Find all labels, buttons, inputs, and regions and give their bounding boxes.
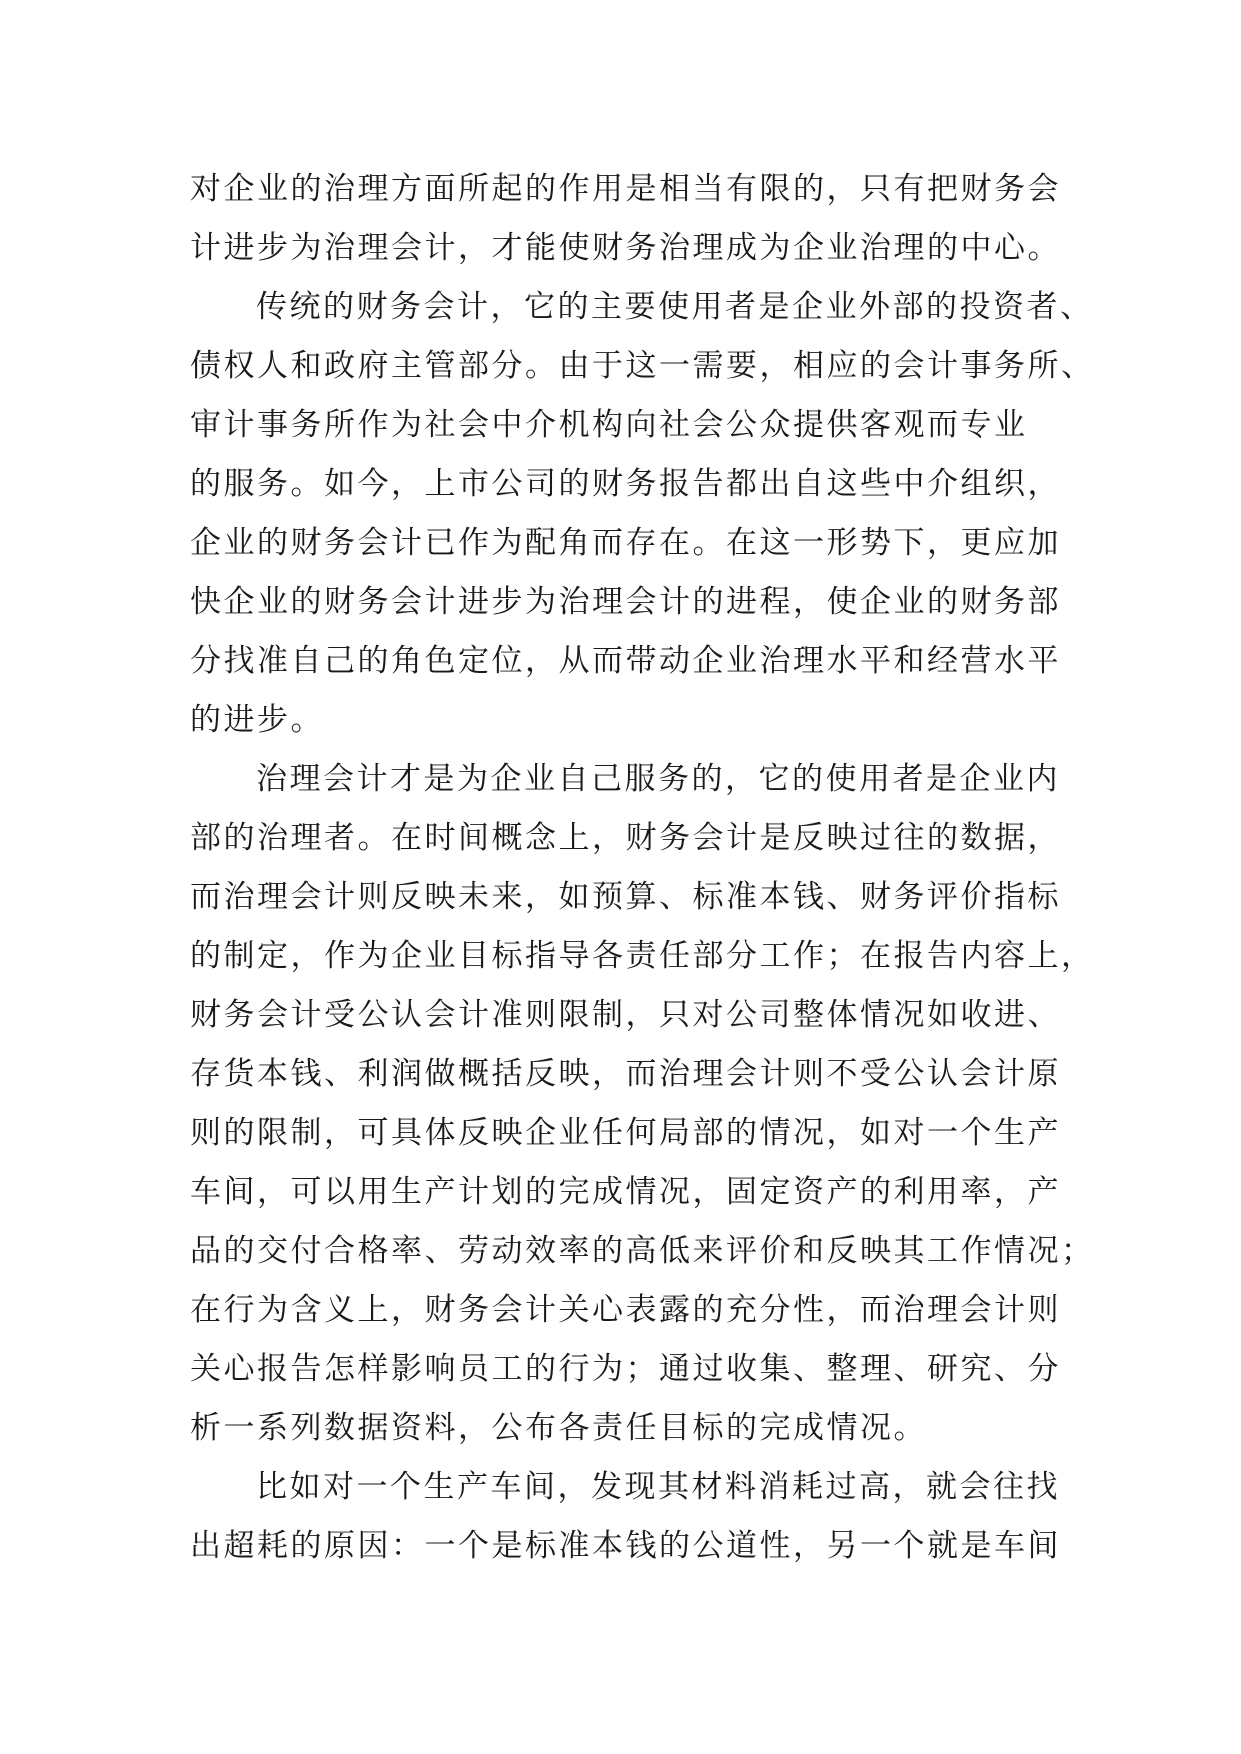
text-line: 传统的财务会计，它的主要使用者是企业外部的投资者、 xyxy=(256,289,1094,325)
text-line: 财务会计受公认会计准则限制，只对公司整体情况如收进、 xyxy=(190,997,1061,1033)
text-line: 对企业的治理方面所起的作用是相当有限的，只有把财务会 xyxy=(190,171,1061,207)
text-line: 析一系列数据资料，公布各责任目标的完成情况。 xyxy=(190,1410,927,1446)
text-line: 分找准自己的角色定位，从而带动企业治理水平和经营水平 xyxy=(190,643,1061,679)
text-line: 车间，可以用生产计划的完成情况，固定资产的利用率，产 xyxy=(190,1174,1061,1210)
text-line: 则的限制，可具体反映企业任何局部的情况，如对一个生产 xyxy=(190,1115,1061,1151)
text-line: 部的治理者。在时间概念上，财务会计是反映过往的数据， xyxy=(190,820,1061,856)
text-line: 的服务。如今，上市公司的财务报告都出自这些中介组织， xyxy=(190,466,1061,502)
text-line: 出超耗的原因：一个是标准本钱的公道性，另一个就是车间 xyxy=(190,1528,1061,1564)
text-line: 审计事务所作为社会中介机构向社会公众提供客观而专业 xyxy=(190,407,1028,443)
text-line: 快企业的财务会计进步为治理会计的进程，使企业的财务部 xyxy=(190,584,1061,620)
text-line: 在行为含义上，财务会计关心表露的充分性，而治理会计则 xyxy=(190,1292,1061,1328)
text-line: 计进步为治理会计，才能使财务治理成为企业治理的中心。 xyxy=(190,230,1061,266)
text-line: 品的交付合格率、劳动效率的高低来评价和反映其工作情况； xyxy=(190,1233,1095,1269)
text-line: 而治理会计则反映未来，如预算、标准本钱、财务评价指标 xyxy=(190,879,1061,915)
text-line: 存货本钱、利润做概括反映，而治理会计则不受公认会计原 xyxy=(190,1056,1061,1092)
body-text xyxy=(190,160,1095,1576)
text-line: 的制定，作为企业目标指导各责任部分工作；在报告内容上， xyxy=(190,938,1095,974)
text-line: 的进步。 xyxy=(190,702,324,738)
text-line: 关心报告怎样影响员工的行为；通过收集、整理、研究、分 xyxy=(190,1351,1061,1387)
text-line: 企业的财务会计已作为配角而存在。在这一形势下，更应加 xyxy=(190,525,1061,561)
text-line: 比如对一个生产车间，发现其材料消耗过高，就会往找 xyxy=(256,1469,1060,1505)
text-line: 债权人和政府主管部分。由于这一需要，相应的会计事务所、 xyxy=(190,348,1095,384)
text-line: 治理会计才是为企业自己服务的，它的使用者是企业内 xyxy=(256,761,1060,797)
